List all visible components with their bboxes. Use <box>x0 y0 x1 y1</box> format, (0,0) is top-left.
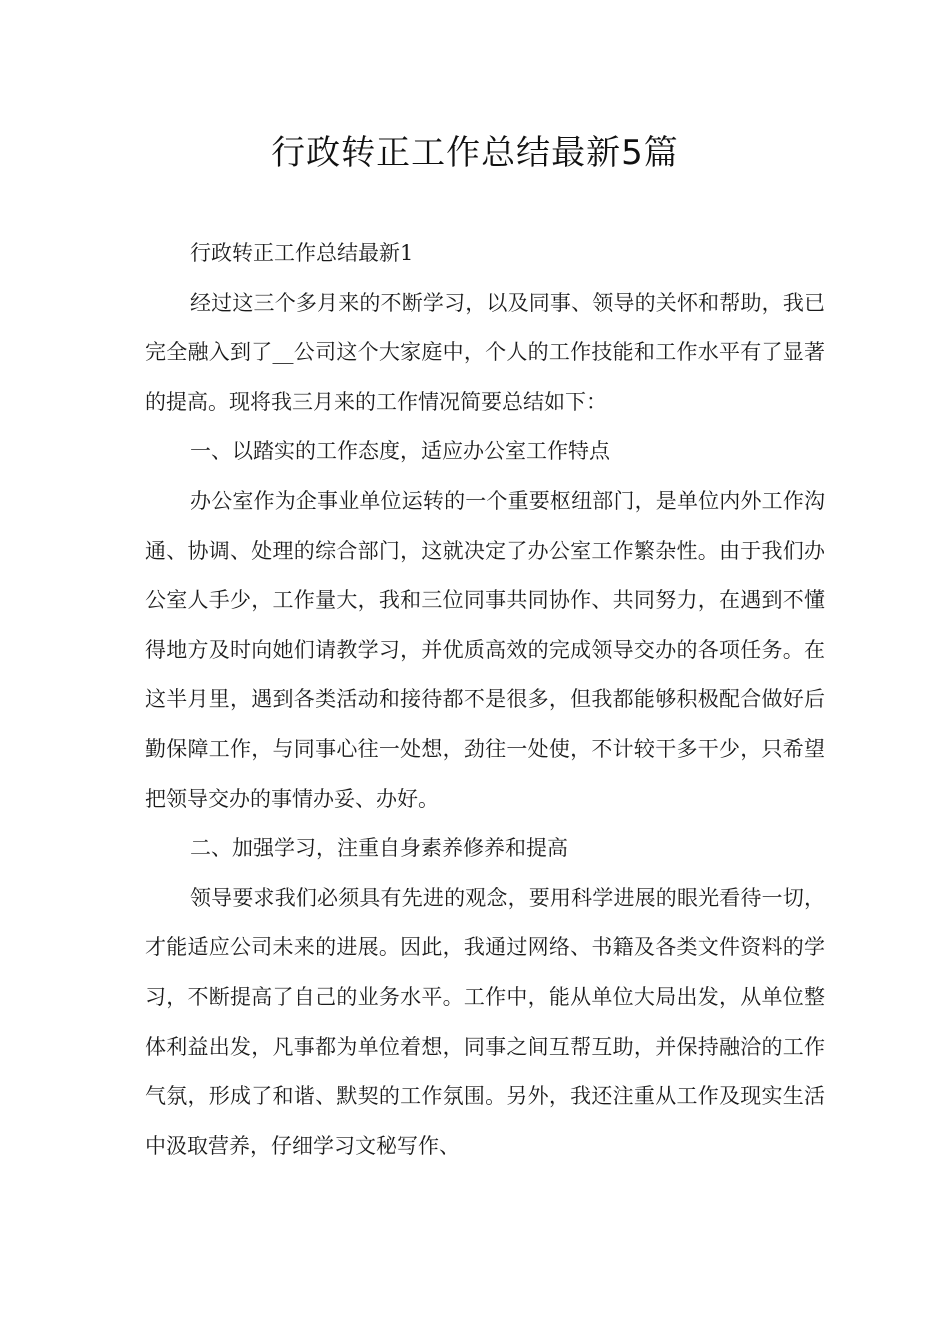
section-heading: 行政转正工作总结最新1 <box>190 241 414 265</box>
paragraph: 办公室作为企事业单位运转的一个重要枢纽部门，是单位内外工作沟通、协调、处理的综合部门，这就决定了办公室工作繁杂性。由于我们办公室人手少，工作量大，我和三位同事共同协作、共同努力，在遇到不懂得地方及时向她们请教学习，并优质高效的完成领导交办的各项任务。在这半月里，遇到各类活动和接待都不是很多，但我都能够积极配合做好后勤保障工作，与同事心往一处想，劲往一处使，不计较干多干少，只希望把领导交办的事情办妥、办好。 <box>145 488 825 811</box>
paragraph: 经过这三个多月来的不断学习，以及同事、领导的关怀和帮助，我已完全融入到了__公司这个大家庭中，个人的工作技能和工作水平有了显著的提高。现将我三月来的工作情况简要总结如下： <box>145 290 825 414</box>
paragraph: 领导要求我们必须具有先进的观念，要用科学进展的眼光看待一切，才能适应公司未来的进展。因此，我通过网络、书籍及各类文件资料的学习，不断提高了自己的业务水平。工作中，能从单位大局出发，从单位整体利益出发，凡事都为单位着想，同事之间互帮互助，并保持融洽的工作气氛，形成了和谐、默契的工作氛围。另外，我还注重从工作及现实生活中汲取营养，仔细学习文秘写作、 <box>145 885 825 1158</box>
document-body <box>145 229 825 1171</box>
subheading: 二、加强学习，注重自身素养修养和提高 <box>190 836 568 861</box>
document-title: 行政转正工作总结最新5篇 <box>271 133 679 173</box>
subheading: 一、以踏实的工作态度，适应办公室工作特点 <box>190 439 610 464</box>
